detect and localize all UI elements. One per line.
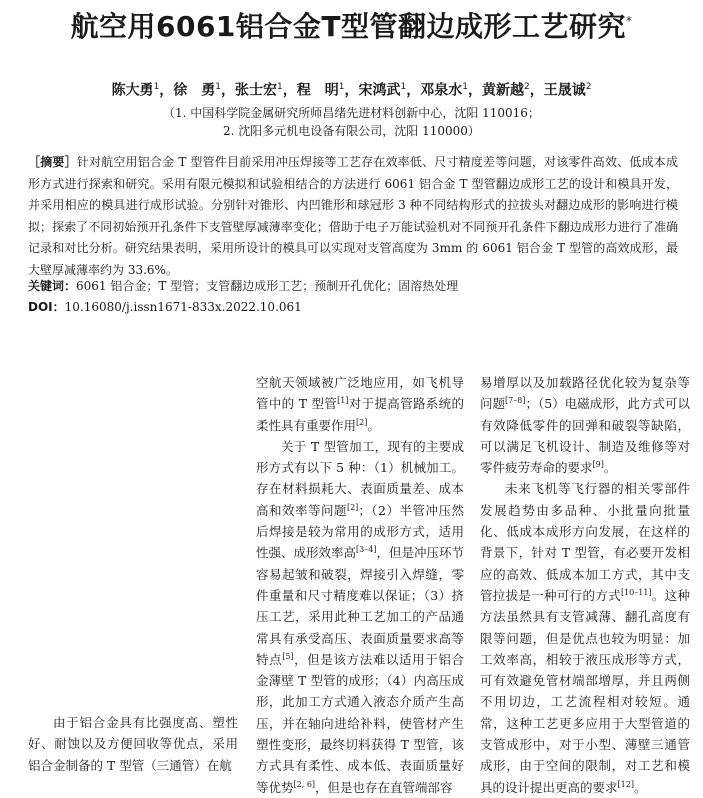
body-paragraph: 由于铝合金具有比强度高、塑性好、耐蚀以及方便回收等优点，采用铝合金制备的 T 型管（三通管）在航 xyxy=(28,715,238,773)
body-text: ，但是也存在直管端部容 xyxy=(315,779,453,795)
author: 邓泉水 xyxy=(420,82,463,99)
title-footnote-mark: * xyxy=(626,14,633,28)
body-text: ；（2）半管冲压然后焊接是较为常用的成形方式，适用性强、成形效率高 xyxy=(256,502,464,561)
body-text: ，但是冲压环节容易起皱和破裂，焊接引入焊缝，零件重量和尺寸精度难以保证；（3）挤压工艺，采用此种工艺加工的产品通常具有承受高压、表面质量要求高等特点 xyxy=(256,545,464,667)
body-text: 易增厚以及加载路径优化较为复杂等问题 xyxy=(480,375,690,412)
body-text: 未来飞机等飞行器的相关零部件发展趋势由多品种、小批量向批量化、低成本成形方向发展，在这样的背景下，针对 T 型管，有必要开发相应的高效、低成本加工方式，其中支管拉拔是一种可行的方式 xyxy=(480,481,690,603)
doi-label: DOI： xyxy=(28,300,65,314)
citation-ref: [12] xyxy=(617,779,634,789)
body-paragraph xyxy=(256,372,464,436)
body-text: 。 xyxy=(633,779,647,795)
body-text: 。 xyxy=(367,417,380,433)
citation-ref: [10–11] xyxy=(620,587,652,597)
abstract-text: 针对航空用铝合金 T 型管件目前采用冲压焊接等工艺存在效率低、尺寸精度差等问题，对该零件高效、低成本成形方式进行探索和研究。采用有限元模拟和试验相结合的方法进行 6061 铝合金 T 型管翻边成形工艺的设计和模具开发，并采用相应的模具进行成形试验。分别针对锥形、内凹锥形和球冠形 3 种不同结构形式的拉拔头对翻边成形的影响进行模拟；探索了不同初始预开孔条件下支管壁厚减薄率变化；借助于电子万能试验机对不同预开孔条件下翻边成形力进行了准确记录和对比分析。研究结果表明，采用所设计的模具可以实现对支管高度为 3mm 的 6061 铝合金 T 型管的高效成形，最大壁厚减薄率约为 33.6%。 xyxy=(28,155,678,277)
abstract-label: ［摘要］ xyxy=(28,155,77,169)
author-affiliation-mark: 1 xyxy=(215,82,222,92)
author: 程 明 xyxy=(296,82,339,99)
doi xyxy=(28,297,678,317)
author: 王晟诚 xyxy=(543,82,586,99)
citation-ref: [5] xyxy=(282,651,294,661)
citation-ref: [2] xyxy=(356,417,368,427)
body-paragraph xyxy=(480,478,690,797)
author-affiliation-mark: 1 xyxy=(277,82,283,92)
citation-ref: [1] xyxy=(337,396,349,406)
body-text: ，但是该方法难以适用于铝合金薄壁 T 型管的成形；（4）内高压成形，此加工方式通入液态介质产生高压，并在轴向进给补料，使管材产生塑性变形，最终切料获得 T 型管，该方式具有柔性、成本低、表面质量好等优势 xyxy=(256,651,464,795)
doi-text: 10.16080/j.issn1671-833x.2022.10.061 xyxy=(64,300,302,314)
author-list: 陈大勇$^1$，徐 勇$^1$，张士宏$^1$，程 明$^1$，宋鸿武$^1$，邓泉水$^1$，黄新越$^2$，王晟诚$^2$ xyxy=(111,82,592,99)
body-column-1 xyxy=(28,712,238,776)
title-text: 航空用6061铝合金T型管翻边成形工艺研究 xyxy=(70,10,627,43)
body-text: 空航天领域被广泛地应用，如飞机导管中的 T 型管 xyxy=(256,375,464,412)
abstract xyxy=(28,152,678,281)
citation-ref: [7–8] xyxy=(505,396,526,406)
body-text: 。这种方法虽然具有支管减薄、翻孔高度有限等问题，但是优点也较为明显：加工效率高，相较于液压成形等方式，可有效避免管材端部增厚，并且两侧不用切边，工艺流程相对较短。通常，这种工艺更多应用于大型管道的支管成形中，对于小型、薄壁三通管成形，由于空间的限制，对工艺和模具的设计提出更高的要求 xyxy=(480,587,690,795)
author-affiliation-mark: 1 xyxy=(462,82,468,92)
body-text: 对于提高管路系统的柔性具有重要作用 xyxy=(256,396,464,433)
author: 黄新越 xyxy=(481,82,524,99)
author-affiliation-mark: 2 xyxy=(523,82,530,92)
body-column-2 xyxy=(256,372,464,798)
body-paragraph xyxy=(256,436,464,798)
keywords-text: 6061 铝合金；T 型管；支管翻边成形工艺；预制开孔优化；固溶热处理 xyxy=(76,279,459,293)
author-affiliation-mark: 1 xyxy=(338,82,345,92)
author-affiliation-mark: 1 xyxy=(400,82,407,92)
body-text: 。 xyxy=(603,460,617,476)
paper-title xyxy=(0,6,703,48)
citation-ref: [9] xyxy=(592,460,604,470)
citation-ref: [2, 6] xyxy=(293,779,316,789)
affiliation-line: （1. 中国科学院金属研究所师昌绪先进材料创新中心，沈阳 110016； xyxy=(163,106,540,120)
affiliation-line: 2. 沈阳多元机电设备有限公司，沈阳 110000） xyxy=(223,124,480,138)
body-text: 关于 T 型管加工，现有的主要成形方式有以下 5 种：（1）机械加工。存在材料损耗大、表面质量差、成本高和效率等问题 xyxy=(256,438,464,518)
keywords xyxy=(28,276,678,296)
author: 宋鸿武 xyxy=(358,82,401,99)
author: 张士宏 xyxy=(235,82,278,99)
keywords-label: 关键词： xyxy=(28,279,77,293)
author-affiliation-mark: 1 xyxy=(153,82,160,92)
body-paragraph xyxy=(480,372,690,478)
body-column-3 xyxy=(480,372,690,798)
citation-ref: [2] xyxy=(346,502,359,512)
author: 徐 勇 xyxy=(173,82,216,99)
author: 陈大勇 xyxy=(111,82,154,99)
body-text: ；（5）电磁成形，此方式可以有效降低零件的回弹和破裂等缺陷，可以满足飞机设计、制造及维修等对零件疲劳寿命的要求 xyxy=(480,396,690,476)
citation-ref: [3–4] xyxy=(356,545,377,555)
author-affiliation-mark: 2 xyxy=(585,82,592,92)
